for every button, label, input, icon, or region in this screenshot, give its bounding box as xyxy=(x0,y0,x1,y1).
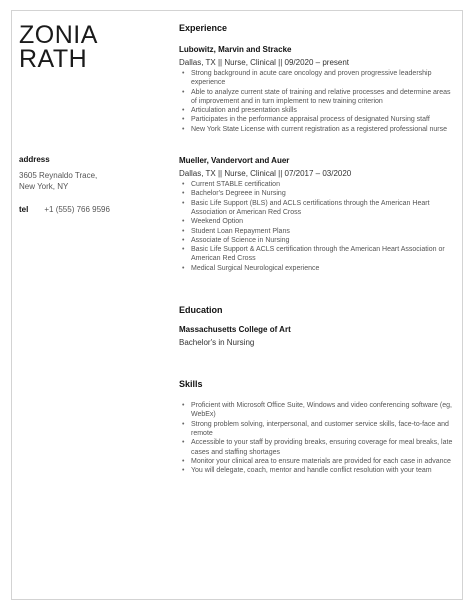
tel-value: +1 (555) 766 9596 xyxy=(44,205,110,214)
skills-section xyxy=(179,379,457,475)
job-entry xyxy=(179,156,457,273)
job-details: Dallas, TX || Nurse, Clinical || 07/2017 – 03/2020 xyxy=(179,169,352,179)
last-name: RATH xyxy=(19,45,88,73)
job-company: Lubowitz, Marvin and Stracke xyxy=(179,45,292,54)
education-section xyxy=(179,305,457,347)
education-title: Education xyxy=(179,305,223,316)
job-entry xyxy=(179,45,457,134)
list-item: • Strong problem solving, interpersonal, and customer service skills, face-to-face and remote xyxy=(179,420,457,439)
list-item: • You will delegate, coach, mentor and handle conflict resolution with your team xyxy=(179,466,457,475)
right-column xyxy=(179,23,457,475)
list-item: • Medical Surgical Neurological experience xyxy=(179,264,457,273)
address-line-2: New York, NY xyxy=(19,182,69,191)
job-company: Mueller, Vandervort and Auer xyxy=(179,156,290,166)
skills-bullets xyxy=(179,401,457,475)
education-school: Massachusetts College of Art xyxy=(179,325,291,335)
list-item: • New York State License with current registration as a registered professional nurse xyxy=(179,125,457,134)
list-item: • Student Loan Repayment Plans xyxy=(179,227,457,236)
list-item: • Basic Life Support (BLS) and ACLS certifications through the American Heart Association or American Red Cross xyxy=(179,199,457,218)
address-label: address xyxy=(19,155,50,164)
job-bullets xyxy=(179,180,457,273)
list-item: • Monitor your clinical area to ensure materials are provided for each case in advance xyxy=(179,457,457,466)
tel-label: tel xyxy=(19,205,29,214)
experience-title: Experience xyxy=(179,23,228,33)
list-item: • Bachelor's Degreee in Nursing xyxy=(179,189,457,198)
address-line-1: 3605 Reynaldo Trace, xyxy=(19,171,98,180)
education-degree: Bachelor's in Nursing xyxy=(179,338,255,348)
list-item: • Current STABLE certification xyxy=(179,180,457,189)
list-item: • Proficient with Microsoft Office Suite, Windows and video conferencing software (eg, WebEx) xyxy=(179,401,457,420)
list-item: • Weekend Option xyxy=(179,217,457,226)
job-details: Dallas, TX || Nurse, Clinical || 09/2020 – present xyxy=(179,58,350,67)
left-column xyxy=(19,23,169,71)
tel-row xyxy=(19,205,110,214)
list-item: • Strong background in acute care oncology and proven progressive leadership experience xyxy=(179,69,457,88)
list-item: • Participates in the performance appraisal process of designated Nursing staff xyxy=(179,115,457,124)
experience-section xyxy=(179,23,457,273)
list-item: • Basic Life Support & ACLS certification through the American Heart Association or American Red Cross xyxy=(179,245,457,264)
list-item: • Articulation and presentation skills xyxy=(179,106,457,115)
list-item: • Accessible to your staff by providing breaks, ensuring coverage for meal breaks, late cases and staffing shortages xyxy=(179,438,457,457)
resume-frame xyxy=(11,10,463,600)
job-bullets xyxy=(179,69,457,134)
address-block xyxy=(19,155,169,192)
first-name: ZONIA xyxy=(19,21,98,49)
skills-title: Skills xyxy=(179,379,203,390)
list-item: • Able to analyze current state of training and relative processes and determine areas of improvement and in turn implement to new training criterion xyxy=(179,88,457,107)
list-item: • Associate of Science in Nursing xyxy=(179,236,457,245)
